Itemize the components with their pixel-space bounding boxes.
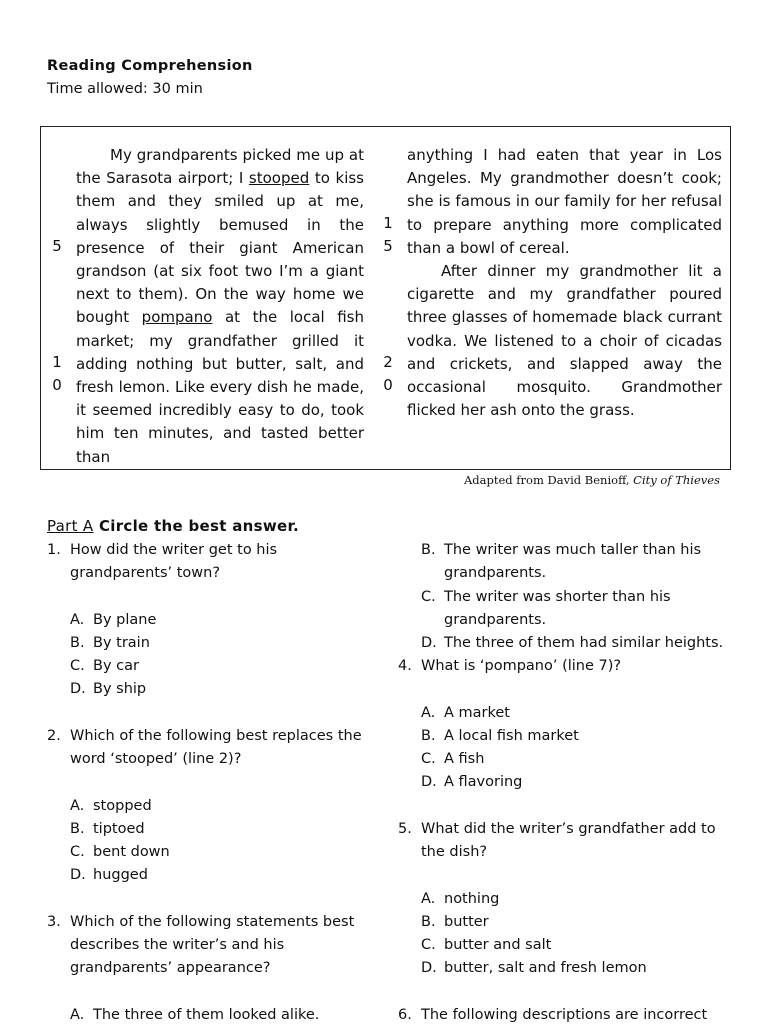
passage-text: to kiss them and they smiled up at me, always slightly bemused in the presence of their giant American grandson (at six foot two I’m a giant next to them). On the way home we bought <box>76 169 364 327</box>
q4-option-c[interactable]: C. A fish <box>421 751 485 767</box>
q2-option-c[interactable]: C. bent down <box>70 844 170 860</box>
question-2: 2. Which of the following best replaces the word ‘stooped’ (line 2)? <box>47 728 362 768</box>
q4-option-d[interactable]: D. A flavoring <box>421 774 523 790</box>
q4-option-b[interactable]: B. A local fish market <box>421 728 579 744</box>
q1-option-d[interactable]: D. By ship <box>70 681 147 697</box>
line-number-15: 5 <box>383 237 393 255</box>
time-allowed: Time allowed: 30 min <box>47 81 203 97</box>
q3-option-d[interactable]: D. The three of them had similar heights. <box>421 635 724 651</box>
line-number-10: 1 <box>52 353 62 371</box>
passage-paragraph: After dinner my grandmother lit a cigarette and my grandfather poured three glasses of homemade black currant vodka. We listened to a choir of cicadas and crickets, and slapped away the occasional mosquito. Grandmother flicked her ash onto the grass. <box>407 262 722 420</box>
part-a-heading <box>47 517 299 535</box>
word-pompano: pompano <box>141 308 213 327</box>
line-number-15: 1 <box>383 214 393 232</box>
q3-option-c[interactable]: C. The writer was shorter than his grandparents. <box>421 589 671 629</box>
question-5: 5. What did the writer’s grandfather add to the dish? <box>398 821 716 861</box>
q3-option-b[interactable]: B. The writer was much taller than his grandparents. <box>421 542 702 582</box>
q5-option-b[interactable]: B. butter <box>421 914 489 930</box>
passage-column-2 <box>407 144 722 422</box>
part-a-instruction: Circle the best answer. <box>93 517 300 535</box>
q2-option-b[interactable]: B. tiptoed <box>70 821 145 837</box>
q3-option-a[interactable]: A. The three of them looked alike. <box>70 1007 320 1023</box>
line-number-5: 5 <box>52 237 62 255</box>
book-title: City of Thieves <box>633 473 720 487</box>
word-stooped: stooped <box>248 169 310 188</box>
part-a-label: Part A <box>47 517 94 535</box>
passage-text: at the local fish market; my grandfather grilled it adding nothing but butter, salt, and fresh lemon. Like every dish he made, it seemed incredibly easy to do, took him ten minutes, and tasted better than <box>76 308 364 466</box>
question-6: 6. The following descriptions are incorrect <box>398 1007 708 1023</box>
q1-option-c[interactable]: C. By car <box>70 658 139 674</box>
question-4: 4. What is ‘pompano’ (line 7)? <box>398 658 622 674</box>
q5-option-a[interactable]: A. nothing <box>421 891 500 907</box>
q2-option-d[interactable]: D. hugged <box>70 867 148 883</box>
passage-text: My grandparents picked me up at the Sarasota airport; I <box>76 146 364 188</box>
question-1: 1. How did the writer get to his grandparents’ town? <box>47 542 278 582</box>
page-title: Reading Comprehension <box>47 58 253 74</box>
q5-option-c[interactable]: C. butter and salt <box>421 937 552 953</box>
line-number-20: 2 <box>383 353 393 371</box>
q5-option-d[interactable]: D. butter, salt and fresh lemon <box>421 960 647 976</box>
source-credit: Adapted from David Benioff, City of Thieves <box>463 473 720 487</box>
passage-column-1 <box>76 144 364 469</box>
question-3: 3. Which of the following statements best describes the writer’s and his grandparents’ appearance? <box>47 914 355 977</box>
line-number-20: 0 <box>383 376 393 394</box>
q1-option-a[interactable]: A. By plane <box>70 612 157 628</box>
q2-option-a[interactable]: A. stopped <box>70 798 152 814</box>
passage-paragraph: anything I had eaten that year in Los Angeles. My grandmother doesn’t cook; she is famous in our family for her refusal to prepare anything more complicated than a bowl of cereal. <box>407 146 722 257</box>
q1-option-b[interactable]: B. By train <box>70 635 150 651</box>
line-number-10: 0 <box>52 376 62 394</box>
q4-option-a[interactable]: A. A market <box>421 705 510 721</box>
